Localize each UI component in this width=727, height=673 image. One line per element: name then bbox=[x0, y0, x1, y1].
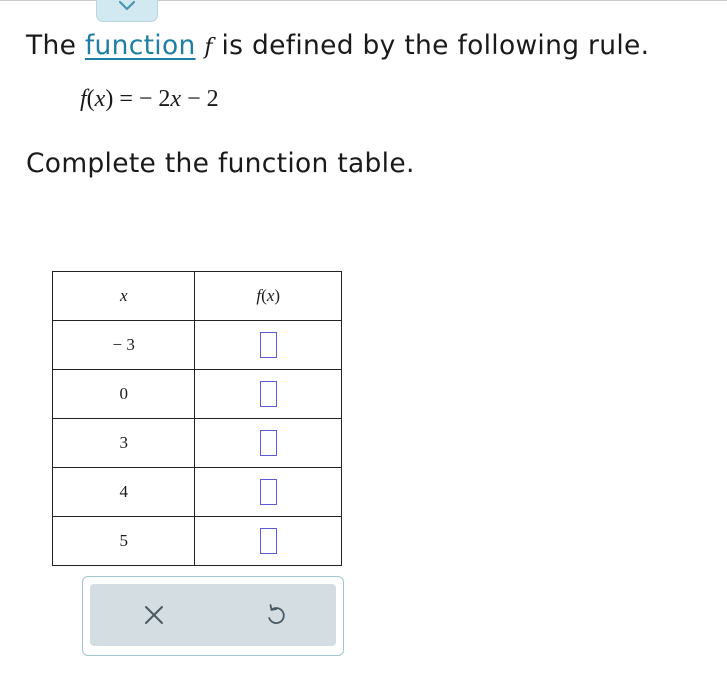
answer-toolbar bbox=[82, 576, 344, 656]
x-value-cell: 4 bbox=[53, 468, 195, 517]
function-glossary-link[interactable]: function bbox=[84, 30, 196, 61]
rule-rhs-variable: x bbox=[170, 86, 182, 112]
rule-function-name: f bbox=[80, 86, 87, 112]
fx-answer-cell bbox=[195, 321, 342, 370]
clear-button[interactable] bbox=[136, 597, 172, 633]
header-x-label: x bbox=[119, 286, 128, 305]
collapse-toggle[interactable] bbox=[96, 0, 158, 22]
rule-rhs-prefix: = − 2 bbox=[113, 86, 171, 112]
close-icon bbox=[136, 597, 172, 633]
x-value-cell: 5 bbox=[53, 517, 195, 566]
rule-rhs-suffix: − 2 bbox=[181, 86, 219, 112]
intro-text-after: is defined by the following rule. bbox=[212, 30, 650, 61]
x-value-cell: 0 bbox=[53, 370, 195, 419]
undo-button[interactable] bbox=[258, 597, 294, 633]
x-value-cell: − 3 bbox=[53, 321, 195, 370]
answer-input[interactable] bbox=[260, 479, 277, 505]
table-row bbox=[53, 419, 342, 468]
answer-toolbar-inner bbox=[90, 584, 336, 646]
header-f-var: x bbox=[266, 286, 275, 305]
table-row bbox=[53, 468, 342, 517]
fx-answer-cell bbox=[195, 468, 342, 517]
header-fx: f(x) bbox=[195, 272, 342, 321]
chevron-down-icon bbox=[119, 1, 135, 11]
instruction-text: Complete the function table. bbox=[26, 148, 415, 179]
fx-answer-cell bbox=[195, 517, 342, 566]
answer-input[interactable] bbox=[260, 381, 277, 407]
function-table bbox=[52, 271, 342, 566]
answer-input[interactable] bbox=[260, 332, 277, 358]
function-rule: f(x) = − 2x − 2 bbox=[80, 86, 219, 112]
header-x bbox=[53, 272, 195, 321]
intro-text-before: The bbox=[26, 30, 85, 61]
problem-statement bbox=[26, 30, 649, 61]
x-value-cell: 3 bbox=[53, 419, 195, 468]
table-row bbox=[53, 517, 342, 566]
answer-input[interactable] bbox=[260, 528, 277, 554]
table-row bbox=[53, 370, 342, 419]
table-row bbox=[53, 321, 342, 370]
answer-input[interactable] bbox=[260, 430, 277, 456]
rule-variable: x bbox=[94, 86, 106, 112]
fx-answer-cell bbox=[195, 370, 342, 419]
undo-icon bbox=[258, 597, 294, 633]
fx-answer-cell bbox=[195, 419, 342, 468]
function-symbol: f bbox=[204, 35, 213, 60]
header-f-name: f bbox=[256, 286, 262, 305]
table-header-row bbox=[53, 272, 342, 321]
